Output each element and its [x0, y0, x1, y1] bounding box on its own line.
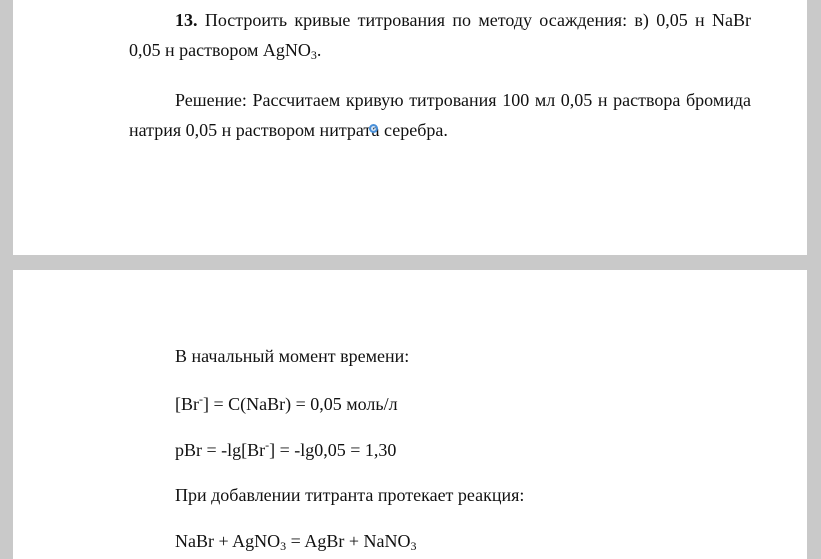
eq2-superscript: - — [265, 438, 270, 452]
eq1-part-a: [Br — [175, 394, 199, 414]
problem-text: Построить кривые титрования по методу осаждения: в) 0,05 н NaBr 0,05 н раствором AgNO — [129, 10, 751, 60]
eq2-part-b: ] = -lg0,05 = 1,30 — [269, 440, 397, 460]
problem-subscript: 3 — [310, 48, 317, 62]
reaction-subscript-2: 3 — [410, 539, 417, 553]
problem-number: 13. — [175, 10, 198, 30]
reaction-equation — [175, 529, 416, 553]
reaction-subscript-1: 3 — [280, 539, 287, 553]
initial-moment-line: В начальный момент времени: — [175, 346, 410, 366]
pbr-equation — [175, 438, 396, 462]
eq1-superscript: - — [199, 392, 203, 406]
bromide-concentration-equation — [175, 392, 398, 416]
cursor-marker-icon — [369, 124, 378, 133]
reaction-part-b: = AgBr + NaNO — [286, 531, 411, 551]
document-page-1 — [13, 0, 807, 255]
solution-paragraph: Решение: Рассчитаем кривую титрования 100 мл 0,05 н раствора бромида натрия 0,05 н раствором нитрата серебра. — [129, 90, 751, 140]
reaction-intro-line: При добавлении титранта протекает реакция: — [175, 485, 525, 505]
problem-end: . — [316, 40, 322, 60]
document-page-2 — [13, 270, 807, 559]
eq1-part-b: ] = C(NaBr) = 0,05 моль/л — [203, 394, 398, 414]
reaction-part-a: NaBr + AgNO — [175, 531, 281, 551]
problem-statement — [129, 5, 751, 65]
eq2-part-a: pBr = -lg[Br — [175, 440, 266, 460]
